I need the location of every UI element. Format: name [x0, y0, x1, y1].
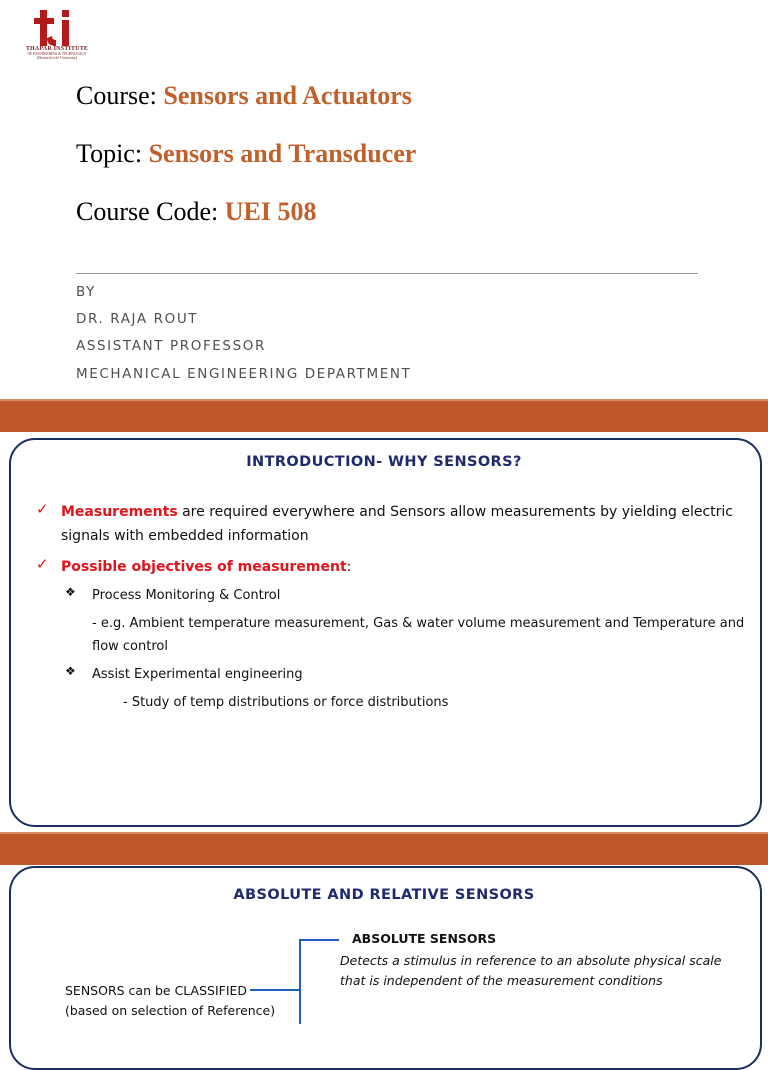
code-label: Course Code: [76, 197, 225, 226]
author-name: DR. RAJA ROUT [76, 311, 199, 327]
objectives-colon: : [346, 559, 352, 575]
topic-label: Topic: [76, 139, 149, 168]
sensors-classified-text [65, 981, 275, 1021]
objective-experimental: Assist Experimental engineering [92, 667, 303, 682]
logo-subline: OF ENGINEERING & TECHNOLOGY [27, 52, 87, 56]
objective-process-detail: - e.g. Ambient temperature measurement, Gas & water volume measurement and Temperature and flow control [92, 616, 745, 654]
slide-separator-band [0, 832, 768, 865]
objective-process-monitoring: Process Monitoring & Control [92, 588, 281, 603]
course-label: Course: [76, 81, 164, 110]
objective-experimental-detail: - Study of temp distributions or force distributions [123, 695, 449, 710]
intro-bullet-measurements [61, 500, 751, 548]
topic-value: Sensors and Transducer [148, 139, 417, 168]
connector-top-branch [299, 939, 339, 941]
absolute-sensors-title: ABSOLUTE SENSORS [352, 931, 497, 946]
course-value: Sensors and Actuators [163, 81, 412, 110]
measurements-term: Measurements [61, 504, 178, 520]
code-line [76, 197, 317, 227]
absolute-sensors-description: Detects a stimulus in reference to an absolute physical scale that is independent of the measurement conditions [340, 953, 722, 988]
sensors-heading: ABSOLUTE AND RELATIVE SENSORS [233, 887, 535, 903]
logo-tagline: (Deemed to be University) [36, 56, 78, 60]
author-position: ASSISTANT PROFESSOR [76, 338, 266, 354]
intro-heading: INTRODUCTION- WHY SENSORS? [246, 454, 522, 470]
slide-separator-band [0, 399, 768, 432]
logo-text [18, 46, 96, 60]
author-department: MECHANICAL ENGINEERING DEPARTMENT [76, 366, 412, 382]
code-value: UEI 508 [224, 197, 317, 226]
checkmark-icon: ✓ [36, 501, 49, 518]
topic-line [76, 139, 416, 169]
course-line [76, 81, 412, 111]
classified-line-2: (based on selection of Reference) [65, 1003, 276, 1018]
by-label: BY [76, 284, 96, 300]
diamond-bullet-icon: ❖ [65, 585, 76, 599]
intro-bullet-objectives [61, 555, 351, 579]
connector-vertical [299, 939, 301, 1024]
logo-institute: THAPAR INSTITUTE [25, 46, 89, 52]
classified-line-1: SENSORS can be CLASSIFIED [65, 983, 248, 998]
objectives-term: Possible objectives of measurement [61, 559, 347, 575]
diamond-bullet-icon: ❖ [65, 664, 76, 678]
checkmark-icon: ✓ [36, 556, 49, 573]
divider-rule [76, 273, 698, 274]
measurements-text: are required everywhere and Sensors allow measurements by yielding electric signals with embedded information [61, 504, 734, 544]
